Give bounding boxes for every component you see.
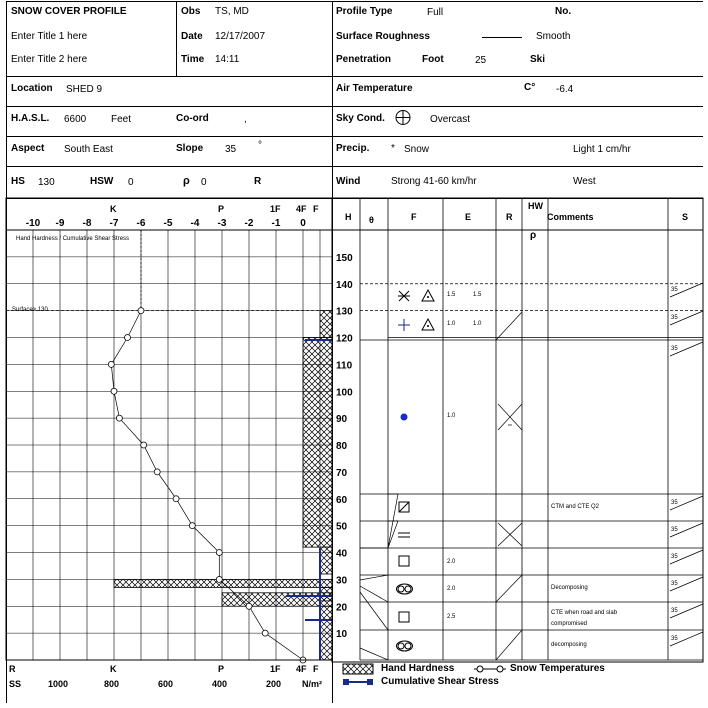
y-tick-label: 140 bbox=[336, 279, 353, 291]
dot-icon bbox=[401, 414, 408, 421]
no-label: No. bbox=[555, 6, 572, 17]
surface-roughness-value: Smooth bbox=[536, 31, 571, 42]
y-tick-label: 100 bbox=[336, 387, 353, 399]
triangle-icon bbox=[422, 290, 434, 301]
precip-value: Snow bbox=[404, 144, 430, 155]
col-h: H bbox=[345, 212, 352, 222]
slope-value: 35 bbox=[225, 144, 237, 155]
y-tick-label: 10 bbox=[336, 629, 348, 641]
row6-e1: 2.0 bbox=[447, 559, 456, 565]
x-tick-label: -5 bbox=[163, 218, 173, 229]
col-hw: HW bbox=[528, 201, 543, 211]
legend-shear-stress: Cumulative Shear Stress bbox=[381, 676, 499, 687]
sky-label: Sky Cond. bbox=[336, 113, 385, 124]
row8-e1: 2.5 bbox=[447, 614, 456, 620]
row2-e2: 1.0 bbox=[473, 321, 482, 327]
rounded-grain-icon bbox=[405, 643, 411, 649]
temperature-point bbox=[154, 469, 160, 475]
rounded-grain-icon bbox=[398, 586, 404, 592]
row8-comment: CTE when road and slab compromised bbox=[551, 610, 618, 627]
temperature-point bbox=[116, 415, 122, 421]
profile-type-value: Full bbox=[427, 7, 444, 18]
date-value: 12/17/2007 bbox=[215, 31, 266, 42]
precip-label: Precip. bbox=[336, 143, 370, 154]
row4-s: 35 bbox=[671, 500, 678, 506]
date-label: Date bbox=[181, 31, 203, 42]
layer-connector bbox=[388, 521, 398, 548]
temperature-point bbox=[216, 576, 222, 582]
legend-hand-hardness: Hand Hardness bbox=[381, 663, 455, 674]
col-theta: θ bbox=[369, 215, 374, 225]
x-tick-label: -3 bbox=[217, 218, 227, 229]
layer-connector bbox=[360, 592, 388, 630]
col-r: R bbox=[506, 212, 513, 222]
chart-frame bbox=[6, 198, 332, 660]
hsw-value: 0 bbox=[128, 177, 134, 188]
hasl-unit: Feet bbox=[111, 114, 132, 125]
hardness-bottom-k: K bbox=[110, 664, 117, 674]
y-tick-label: 90 bbox=[336, 414, 348, 426]
aspect-label: Aspect bbox=[11, 143, 45, 154]
col-e: E bbox=[465, 212, 472, 222]
hardness-bottom-4f: 4F bbox=[296, 664, 307, 674]
row1-e1: 1.5 bbox=[447, 292, 456, 298]
precip-symbol: * bbox=[391, 143, 395, 154]
y-tick-label: 130 bbox=[336, 306, 353, 318]
hardness-top-4f: 4F bbox=[296, 204, 307, 214]
row7-e1: 2.0 bbox=[447, 586, 456, 592]
air-temp-unit: C° bbox=[524, 82, 536, 93]
temperature-point bbox=[246, 603, 252, 609]
hardness-bar bbox=[303, 338, 332, 548]
foot-value: 25 bbox=[475, 55, 487, 66]
hardness-bar bbox=[320, 311, 332, 338]
profile-type-label: Profile Type bbox=[336, 6, 393, 17]
x-tick-label: -7 bbox=[109, 218, 119, 229]
time-value: 14:11 bbox=[215, 54, 240, 65]
location-value: SHED 9 bbox=[66, 84, 103, 95]
x-tick-label: -1 bbox=[271, 218, 281, 229]
triangle-icon-dot bbox=[427, 296, 429, 298]
square-slash-icon bbox=[399, 502, 409, 512]
temperature-point bbox=[173, 496, 179, 502]
y-tick-label: 120 bbox=[336, 333, 353, 345]
temperature-point bbox=[189, 523, 195, 529]
hardness-top-p: P bbox=[218, 204, 225, 214]
shear-axis-label: SS bbox=[9, 679, 22, 689]
col-rho: ρ bbox=[530, 230, 537, 241]
air-temp-label: Air Temperature bbox=[336, 83, 413, 94]
legend-temperature-marker bbox=[497, 666, 503, 672]
triangle-icon-dot bbox=[427, 325, 429, 327]
surface-roughness-label: Surface Roughness bbox=[336, 31, 430, 42]
shear-tick-800: 800 bbox=[104, 679, 120, 689]
temperature-line bbox=[111, 311, 303, 660]
hardness-bottom-f: F bbox=[313, 664, 319, 674]
row4-comment: CTM and CTE Q2 bbox=[551, 504, 600, 510]
wind-label: Wind bbox=[336, 176, 361, 187]
precip-rate: Light 1 cm/hr bbox=[573, 144, 631, 155]
x-tick-label: -4 bbox=[190, 218, 200, 229]
row1-e2: 1.5 bbox=[473, 292, 482, 298]
square-icon bbox=[399, 556, 409, 566]
temperature-point bbox=[138, 308, 144, 314]
hardness-bar bbox=[320, 606, 332, 660]
resistance-diagonal bbox=[496, 312, 522, 340]
row7-comment: Decomposing bbox=[551, 585, 588, 591]
obs-value: TS, MD bbox=[215, 6, 249, 17]
hardness-bar bbox=[222, 593, 332, 606]
aspect-value: South East bbox=[64, 144, 113, 155]
x-tick-label: -2 bbox=[244, 218, 254, 229]
row3-e1: 1.0 bbox=[447, 413, 456, 419]
col-comments: Comments bbox=[547, 212, 594, 222]
location-label: Location bbox=[11, 83, 53, 94]
x-tick-label: -9 bbox=[55, 218, 65, 229]
wind-value: Strong 41-60 km/hr bbox=[391, 176, 477, 187]
legend-shear-marker bbox=[343, 679, 349, 685]
hardness-bottom-1f: 1F bbox=[270, 664, 281, 674]
hardness-top-k: K bbox=[110, 204, 117, 214]
surface-label: Surface> 130 bbox=[12, 307, 48, 313]
hsw-label: HSW bbox=[90, 176, 114, 187]
shear-unit: N/m² bbox=[302, 679, 322, 689]
shear-tick-200: 200 bbox=[266, 679, 282, 689]
temperature-point bbox=[108, 361, 114, 367]
temperature-point bbox=[111, 388, 117, 394]
row3-s: 35 bbox=[671, 346, 678, 352]
hardness-bar bbox=[320, 547, 332, 574]
x-tick-label: -8 bbox=[82, 218, 92, 229]
shear-tick-600: 600 bbox=[158, 679, 174, 689]
row2-e1: 1.0 bbox=[447, 321, 456, 327]
hardness-bar bbox=[114, 579, 332, 587]
row8-s: 35 bbox=[671, 608, 678, 614]
resistance-diagonal bbox=[496, 575, 522, 602]
ski-label: Ski bbox=[530, 54, 546, 65]
row1-s: 35 bbox=[671, 287, 678, 293]
chart-annotation: Hand Hardness / Cumulative Shear Stress bbox=[16, 236, 130, 242]
layer-connector bbox=[360, 586, 388, 602]
hardness-bottom-r: R bbox=[9, 664, 16, 674]
foot-label: Foot bbox=[422, 54, 444, 65]
time-label: Time bbox=[181, 54, 205, 65]
y-tick-label: 70 bbox=[336, 467, 348, 479]
x-tick-label: 0 bbox=[300, 218, 306, 229]
y-tick-label: 20 bbox=[336, 602, 348, 614]
coord-label: Co-ord bbox=[176, 113, 209, 124]
row9-s: 35 bbox=[671, 636, 678, 642]
resistance-diagonal bbox=[496, 630, 522, 660]
temperature-point bbox=[141, 442, 147, 448]
y-tick-label: 60 bbox=[336, 494, 348, 506]
hs-label: HS bbox=[11, 176, 25, 187]
hardness-top-f: F bbox=[313, 204, 319, 214]
temperature-point bbox=[125, 335, 131, 341]
hs-value: 130 bbox=[38, 177, 55, 188]
layer-connector bbox=[360, 575, 388, 580]
rounded-grain-icon bbox=[405, 586, 411, 592]
col-f: F bbox=[411, 212, 417, 222]
penetration-label: Penetration bbox=[336, 54, 392, 65]
slope-label: Slope bbox=[176, 143, 204, 154]
x-tick-label: -10 bbox=[25, 218, 41, 229]
row5-s: 35 bbox=[671, 527, 678, 533]
wind-direction: West bbox=[573, 176, 596, 187]
y-tick-label: 150 bbox=[336, 252, 353, 264]
legend-shear-marker bbox=[367, 679, 373, 685]
hasl-label: H.A.S.L. bbox=[11, 113, 50, 124]
shear-tick-400: 400 bbox=[212, 679, 228, 689]
slope-unit: ° bbox=[258, 140, 262, 151]
y-tick-label: 40 bbox=[336, 548, 348, 560]
legend-temperature-marker bbox=[477, 666, 483, 672]
r-label: R bbox=[254, 176, 262, 187]
obs-label: Obs bbox=[181, 6, 201, 17]
col-s: S bbox=[682, 212, 689, 222]
temperature-point bbox=[216, 550, 222, 556]
layer-connector bbox=[360, 648, 388, 660]
row2-s: 35 bbox=[671, 315, 678, 321]
profile-title: SNOW COVER PROFILE bbox=[11, 6, 127, 17]
triangle-icon bbox=[422, 319, 434, 330]
temperature-point bbox=[262, 630, 268, 636]
x-tick-label: -6 bbox=[136, 218, 146, 229]
y-tick-label: 80 bbox=[336, 441, 348, 452]
rho-value: 0 bbox=[201, 177, 207, 188]
coord-value: , bbox=[244, 114, 247, 125]
square-icon bbox=[399, 612, 409, 622]
title-2[interactable]: Enter Title 2 here bbox=[11, 54, 88, 65]
hardness-bottom-p: P bbox=[218, 664, 225, 674]
hasl-value: 6600 bbox=[64, 114, 87, 125]
title-1[interactable]: Enter Title 1 here bbox=[11, 31, 88, 42]
y-tick-label: 50 bbox=[336, 521, 348, 533]
row6-s: 35 bbox=[671, 554, 678, 560]
hardness-top-1f: 1F bbox=[270, 204, 281, 214]
row7-s: 35 bbox=[671, 581, 678, 587]
y-tick-label: 110 bbox=[336, 360, 353, 372]
legend-hardness-swatch bbox=[343, 664, 373, 674]
rounded-grain-icon bbox=[398, 643, 404, 649]
air-temp-value: -6.4 bbox=[556, 84, 574, 95]
shear-tick-1000: 1000 bbox=[48, 679, 69, 689]
sky-value: Overcast bbox=[430, 114, 471, 125]
row9-comment: decomposing bbox=[551, 642, 587, 648]
rho-label: ρ bbox=[183, 175, 190, 187]
y-tick-label: 30 bbox=[336, 575, 348, 587]
legend-snow-temperatures: Snow Temperatures bbox=[510, 663, 605, 674]
